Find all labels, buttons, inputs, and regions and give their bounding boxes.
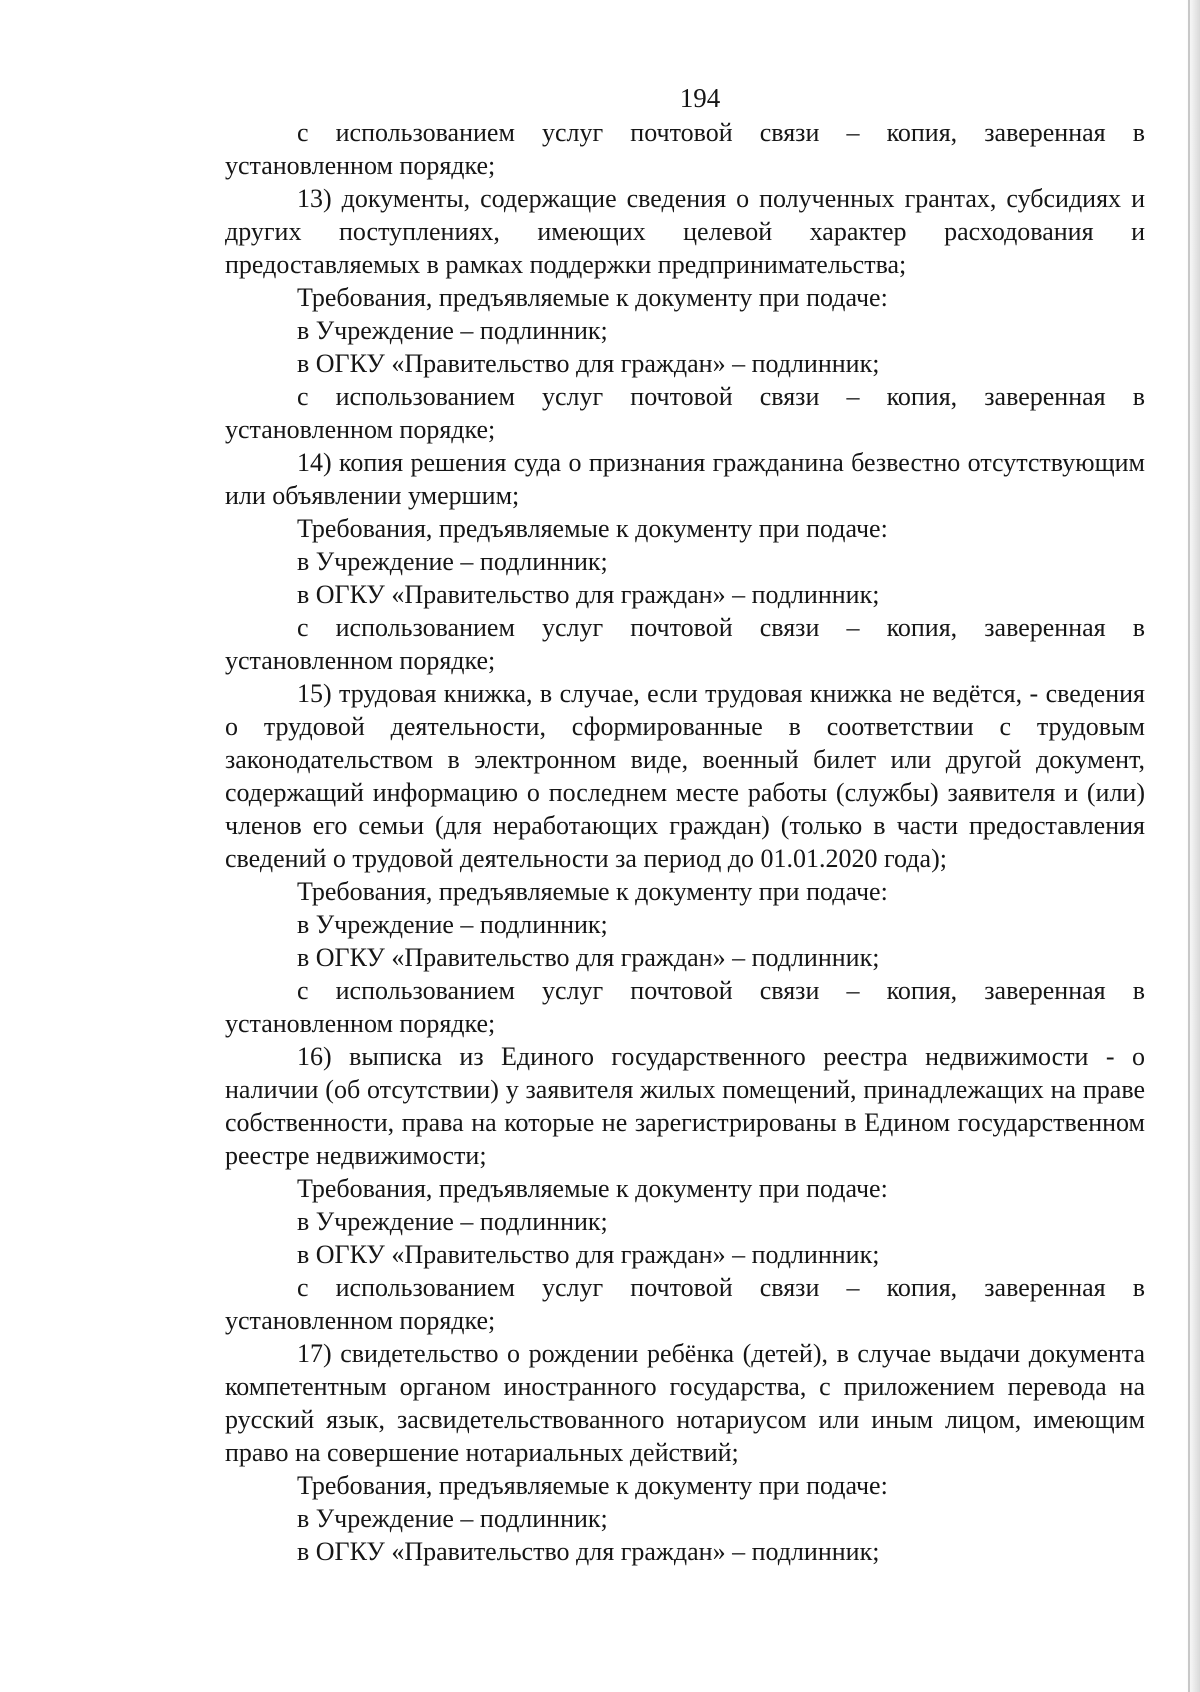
paragraph: в Учреждение – подлинник; <box>297 316 608 345</box>
paragraph: Требования, предъявляемые к документу при подаче: <box>297 877 888 906</box>
paragraph: в ОГКУ «Правительство для граждан» – подлинник; <box>297 1537 880 1566</box>
paragraph: в ОГКУ «Правительство для граждан» – подлинник; <box>297 580 880 609</box>
paragraph: с использованием услуг почтовой связи – копия, заверенная в установленном порядке; <box>225 613 1145 675</box>
paragraph: Требования, предъявляемые к документу при подаче: <box>297 1174 888 1203</box>
paragraph: с использованием услуг почтовой связи – копия, заверенная в установленном порядке; <box>225 118 1145 180</box>
paragraph: 16) выписка из Единого государственного реестра недвижимости - о наличии (об отсутствии) у заявителя жилых помещений, принадлежащих на праве собственности, права на которые не зарегистрированы в Едином государственном реестре недвижимости; <box>225 1042 1145 1170</box>
paragraph: 13) документы, содержащие сведения о полученных грантах, субсидиях и других поступлениях, имеющих целевой характер расходования и предоставляемых в рамках поддержки предпринимательства; <box>225 184 1145 279</box>
paragraph: 17) свидетельство о рождении ребёнка (детей), в случае выдачи документа компетентным органом иностранного государства, с приложением перевода на русский язык, засвидетельствованного нотариусом или иным лицом, имеющим право на совершение нотариальных действий; <box>225 1339 1145 1467</box>
paragraph: в ОГКУ «Правительство для граждан» – подлинник; <box>297 1240 880 1269</box>
paragraph: в Учреждение – подлинник; <box>297 910 608 939</box>
paragraph: в ОГКУ «Правительство для граждан» – подлинник; <box>297 349 880 378</box>
paragraph: в Учреждение – подлинник; <box>297 1504 608 1533</box>
paragraph: Требования, предъявляемые к документу при подаче: <box>297 514 888 543</box>
paragraph: Требования, предъявляемые к документу при подаче: <box>297 283 888 312</box>
paragraph: 15) трудовая книжка, в случае, если трудовая книжка не ведётся, - сведения о трудовой деятельности, сформированные в соответствии с трудовым законодательством в электронном виде, военный билет или другой документ, содержащий информацию о последнем месте работы (службы) заявителя и (или) членов его семьи (для неработающих граждан) (только в части предоставления сведений о трудовой деятельности за период до 01.01.2020 года); <box>225 679 1145 873</box>
paragraph: в Учреждение – подлинник; <box>297 1207 608 1236</box>
paragraph: с использованием услуг почтовой связи – копия, заверенная в установленном порядке; <box>225 382 1145 444</box>
page-edge-line <box>1188 0 1190 1692</box>
paragraph: в Учреждение – подлинник; <box>297 547 608 576</box>
paragraph: с использованием услуг почтовой связи – копия, заверенная в установленном порядке; <box>225 1273 1145 1335</box>
page-number: 194 <box>679 83 721 113</box>
paragraph: 14) копия решения суда о признания гражданина безвестно отсутствующим или объявлении умершим; <box>225 448 1145 510</box>
paragraph: с использованием услуг почтовой связи – копия, заверенная в установленном порядке; <box>225 976 1145 1038</box>
paragraph: Требования, предъявляемые к документу при подаче: <box>297 1471 888 1500</box>
document-body <box>225 116 1145 1568</box>
paragraph: в ОГКУ «Правительство для граждан» – подлинник; <box>297 943 880 972</box>
